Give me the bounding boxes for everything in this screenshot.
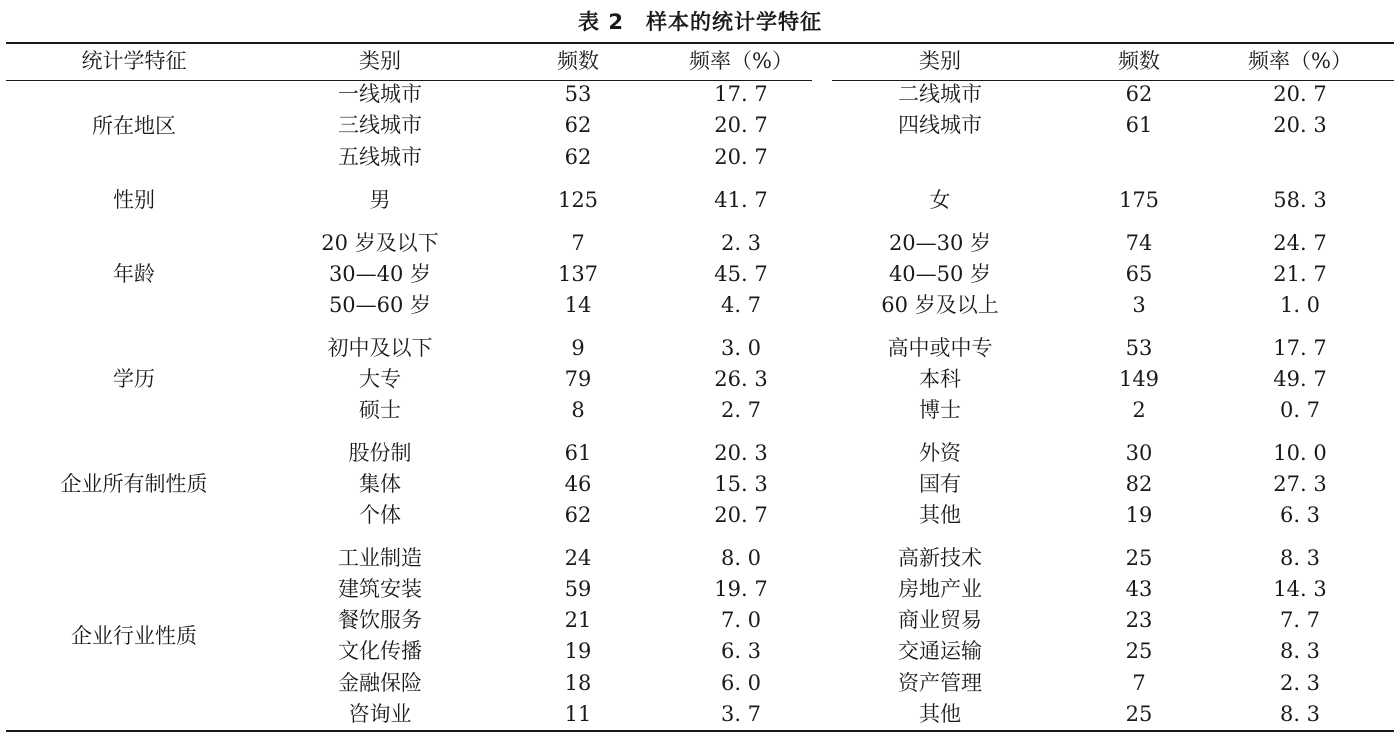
feature-label: 企业行业性质 (71, 624, 197, 648)
cell-count-left: 62 (564, 145, 592, 169)
cell-category-left: 文化传播 (338, 639, 422, 663)
cell-rate-left: 45. 7 (714, 262, 768, 286)
cell-category-left: 男 (369, 188, 391, 212)
cell-rate-left: 19. 7 (714, 577, 768, 601)
cell-category-left: 建筑安装 (338, 577, 422, 601)
top-rule (6, 42, 1394, 44)
cell-count-right: 82 (1125, 472, 1153, 496)
cell-rate-left: 26. 3 (714, 367, 768, 391)
cell-category-left: 一线城市 (338, 82, 422, 106)
header-rate-left: 频率（%） (689, 49, 793, 73)
cell-rate-left: 4. 7 (720, 293, 762, 317)
feature-label: 性别 (113, 188, 155, 212)
cell-count-right: 65 (1125, 262, 1153, 286)
cell-count-left: 53 (564, 82, 592, 106)
cell-category-right: 二线城市 (898, 82, 982, 106)
cell-rate-right: 49. 7 (1273, 367, 1327, 391)
cell-count-left: 19 (564, 639, 592, 663)
cell-rate-right: 6. 3 (1279, 503, 1321, 527)
cell-count-left: 18 (564, 671, 592, 695)
cell-rate-left: 6. 0 (720, 671, 762, 695)
cell-count-right: 19 (1125, 503, 1153, 527)
cell-category-right: 20—30 岁 (888, 231, 992, 255)
header-count-right: 频数 (1118, 49, 1160, 73)
cell-count-right: 175 (1118, 188, 1160, 212)
cell-rate-left: 3. 0 (720, 336, 762, 360)
cell-rate-right: 27. 3 (1273, 472, 1327, 496)
cell-rate-right: 10. 0 (1273, 441, 1327, 465)
header-category-right: 类别 (919, 49, 961, 73)
cell-rate-right: 20. 3 (1273, 113, 1327, 137)
cell-rate-right: 17. 7 (1273, 336, 1327, 360)
cell-count-right: 53 (1125, 336, 1153, 360)
cell-category-right: 外资 (919, 441, 961, 465)
cell-count-left: 59 (564, 577, 592, 601)
cell-count-left: 79 (564, 367, 592, 391)
cell-category-right: 女 (929, 188, 951, 212)
cell-category-right: 四线城市 (898, 113, 982, 137)
cell-rate-right: 8. 3 (1279, 702, 1321, 726)
cell-category-right: 其他 (919, 503, 961, 527)
cell-rate-left: 7. 0 (720, 608, 762, 632)
cell-category-left: 金融保险 (338, 671, 422, 695)
cell-category-right: 房地产业 (898, 577, 982, 601)
cell-category-right: 交通运输 (898, 639, 982, 663)
cell-category-left: 50—60 岁 (328, 293, 432, 317)
cell-count-right: 62 (1125, 82, 1153, 106)
cell-category-right: 高新技术 (898, 546, 982, 570)
cell-count-left: 24 (564, 546, 592, 570)
feature-label: 企业所有制性质 (60, 472, 208, 496)
cell-rate-left: 2. 3 (720, 231, 762, 255)
cell-category-right: 国有 (919, 472, 961, 496)
cell-count-left: 62 (564, 503, 592, 527)
cell-category-left: 初中及以下 (327, 336, 433, 360)
cell-category-left: 20 岁及以下 (321, 231, 439, 255)
cell-rate-left: 17. 7 (714, 82, 768, 106)
cell-category-left: 三线城市 (338, 113, 422, 137)
cell-rate-right: 8. 3 (1279, 546, 1321, 570)
cell-category-right: 本科 (919, 367, 961, 391)
cell-rate-right: 7. 7 (1279, 608, 1321, 632)
feature-label: 学历 (113, 367, 155, 391)
cell-rate-right: 58. 3 (1273, 188, 1327, 212)
cell-rate-left: 3. 7 (720, 702, 762, 726)
header-rate-right: 频率（%） (1248, 49, 1352, 73)
cell-count-left: 125 (557, 188, 599, 212)
cell-count-right: 25 (1125, 702, 1153, 726)
cell-rate-left: 8. 0 (720, 546, 762, 570)
cell-rate-right: 8. 3 (1279, 639, 1321, 663)
cell-rate-left: 20. 7 (714, 113, 768, 137)
feature-label: 所在地区 (92, 113, 176, 138)
cell-category-left: 股份制 (348, 441, 412, 465)
cell-rate-right: 14. 3 (1273, 577, 1327, 601)
cell-count-right: 7 (1132, 671, 1146, 695)
cell-count-right: 23 (1125, 608, 1153, 632)
cell-count-left: 11 (564, 702, 592, 726)
header-count-left: 频数 (557, 49, 599, 73)
cell-count-right: 25 (1125, 639, 1153, 663)
cell-count-left: 7 (571, 231, 585, 255)
cell-count-right: 2 (1132, 398, 1146, 422)
bottom-rule (6, 730, 1394, 732)
cell-category-right: 资产管理 (898, 671, 982, 695)
cell-category-left: 咨询业 (348, 702, 412, 726)
cell-category-left: 30—40 岁 (328, 262, 432, 286)
cell-count-right: 74 (1125, 231, 1153, 255)
cell-rate-left: 2. 7 (720, 398, 762, 422)
cell-count-left: 137 (557, 262, 599, 286)
cell-category-right: 40—50 岁 (888, 262, 992, 286)
cell-count-left: 9 (571, 336, 585, 360)
header-feature: 统计学特征 (81, 49, 187, 73)
cell-category-right: 博士 (919, 398, 961, 422)
cell-rate-left: 15. 3 (714, 472, 768, 496)
cell-count-left: 62 (564, 113, 592, 137)
cell-category-right: 商业贸易 (898, 608, 982, 632)
cell-rate-right: 21. 7 (1273, 262, 1327, 286)
cell-rate-left: 20. 3 (714, 441, 768, 465)
cell-rate-left: 41. 7 (714, 188, 768, 212)
cell-count-right: 25 (1125, 546, 1153, 570)
cell-rate-right: 20. 7 (1273, 82, 1327, 106)
cell-count-right: 30 (1125, 441, 1153, 465)
cell-rate-left: 20. 7 (714, 503, 768, 527)
cell-category-right: 其他 (919, 702, 961, 726)
cell-count-right: 149 (1118, 367, 1160, 391)
feature-label: 年龄 (113, 262, 155, 286)
cell-count-left: 46 (564, 472, 592, 496)
cell-count-right: 61 (1125, 113, 1153, 137)
cell-category-left: 工业制造 (338, 546, 422, 570)
cell-category-left: 大专 (359, 367, 401, 391)
cell-category-right: 高中或中专 (887, 336, 993, 360)
cell-count-left: 14 (564, 293, 592, 317)
cell-category-left: 个体 (359, 503, 401, 527)
cell-category-right: 60 岁及以上 (881, 293, 999, 317)
cell-count-left: 21 (564, 608, 592, 632)
cell-count-right: 3 (1132, 293, 1146, 317)
cell-rate-left: 20. 7 (714, 145, 768, 169)
header-category-left: 类别 (359, 49, 401, 73)
cell-category-left: 五线城市 (338, 145, 422, 169)
cell-category-left: 硕士 (359, 398, 401, 422)
cell-rate-right: 1. 0 (1279, 293, 1321, 317)
cell-rate-right: 2. 3 (1279, 671, 1321, 695)
cell-category-left: 集体 (359, 472, 401, 496)
cell-count-left: 61 (564, 441, 592, 465)
cell-count-right: 43 (1125, 577, 1153, 601)
cell-count-left: 8 (571, 398, 585, 422)
cell-rate-right: 0. 7 (1279, 398, 1321, 422)
cell-rate-right: 24. 7 (1273, 231, 1327, 255)
cell-rate-left: 6. 3 (720, 639, 762, 663)
cell-category-left: 餐饮服务 (338, 608, 422, 632)
table-title: 表 2 样本的统计学特征 (578, 10, 822, 34)
